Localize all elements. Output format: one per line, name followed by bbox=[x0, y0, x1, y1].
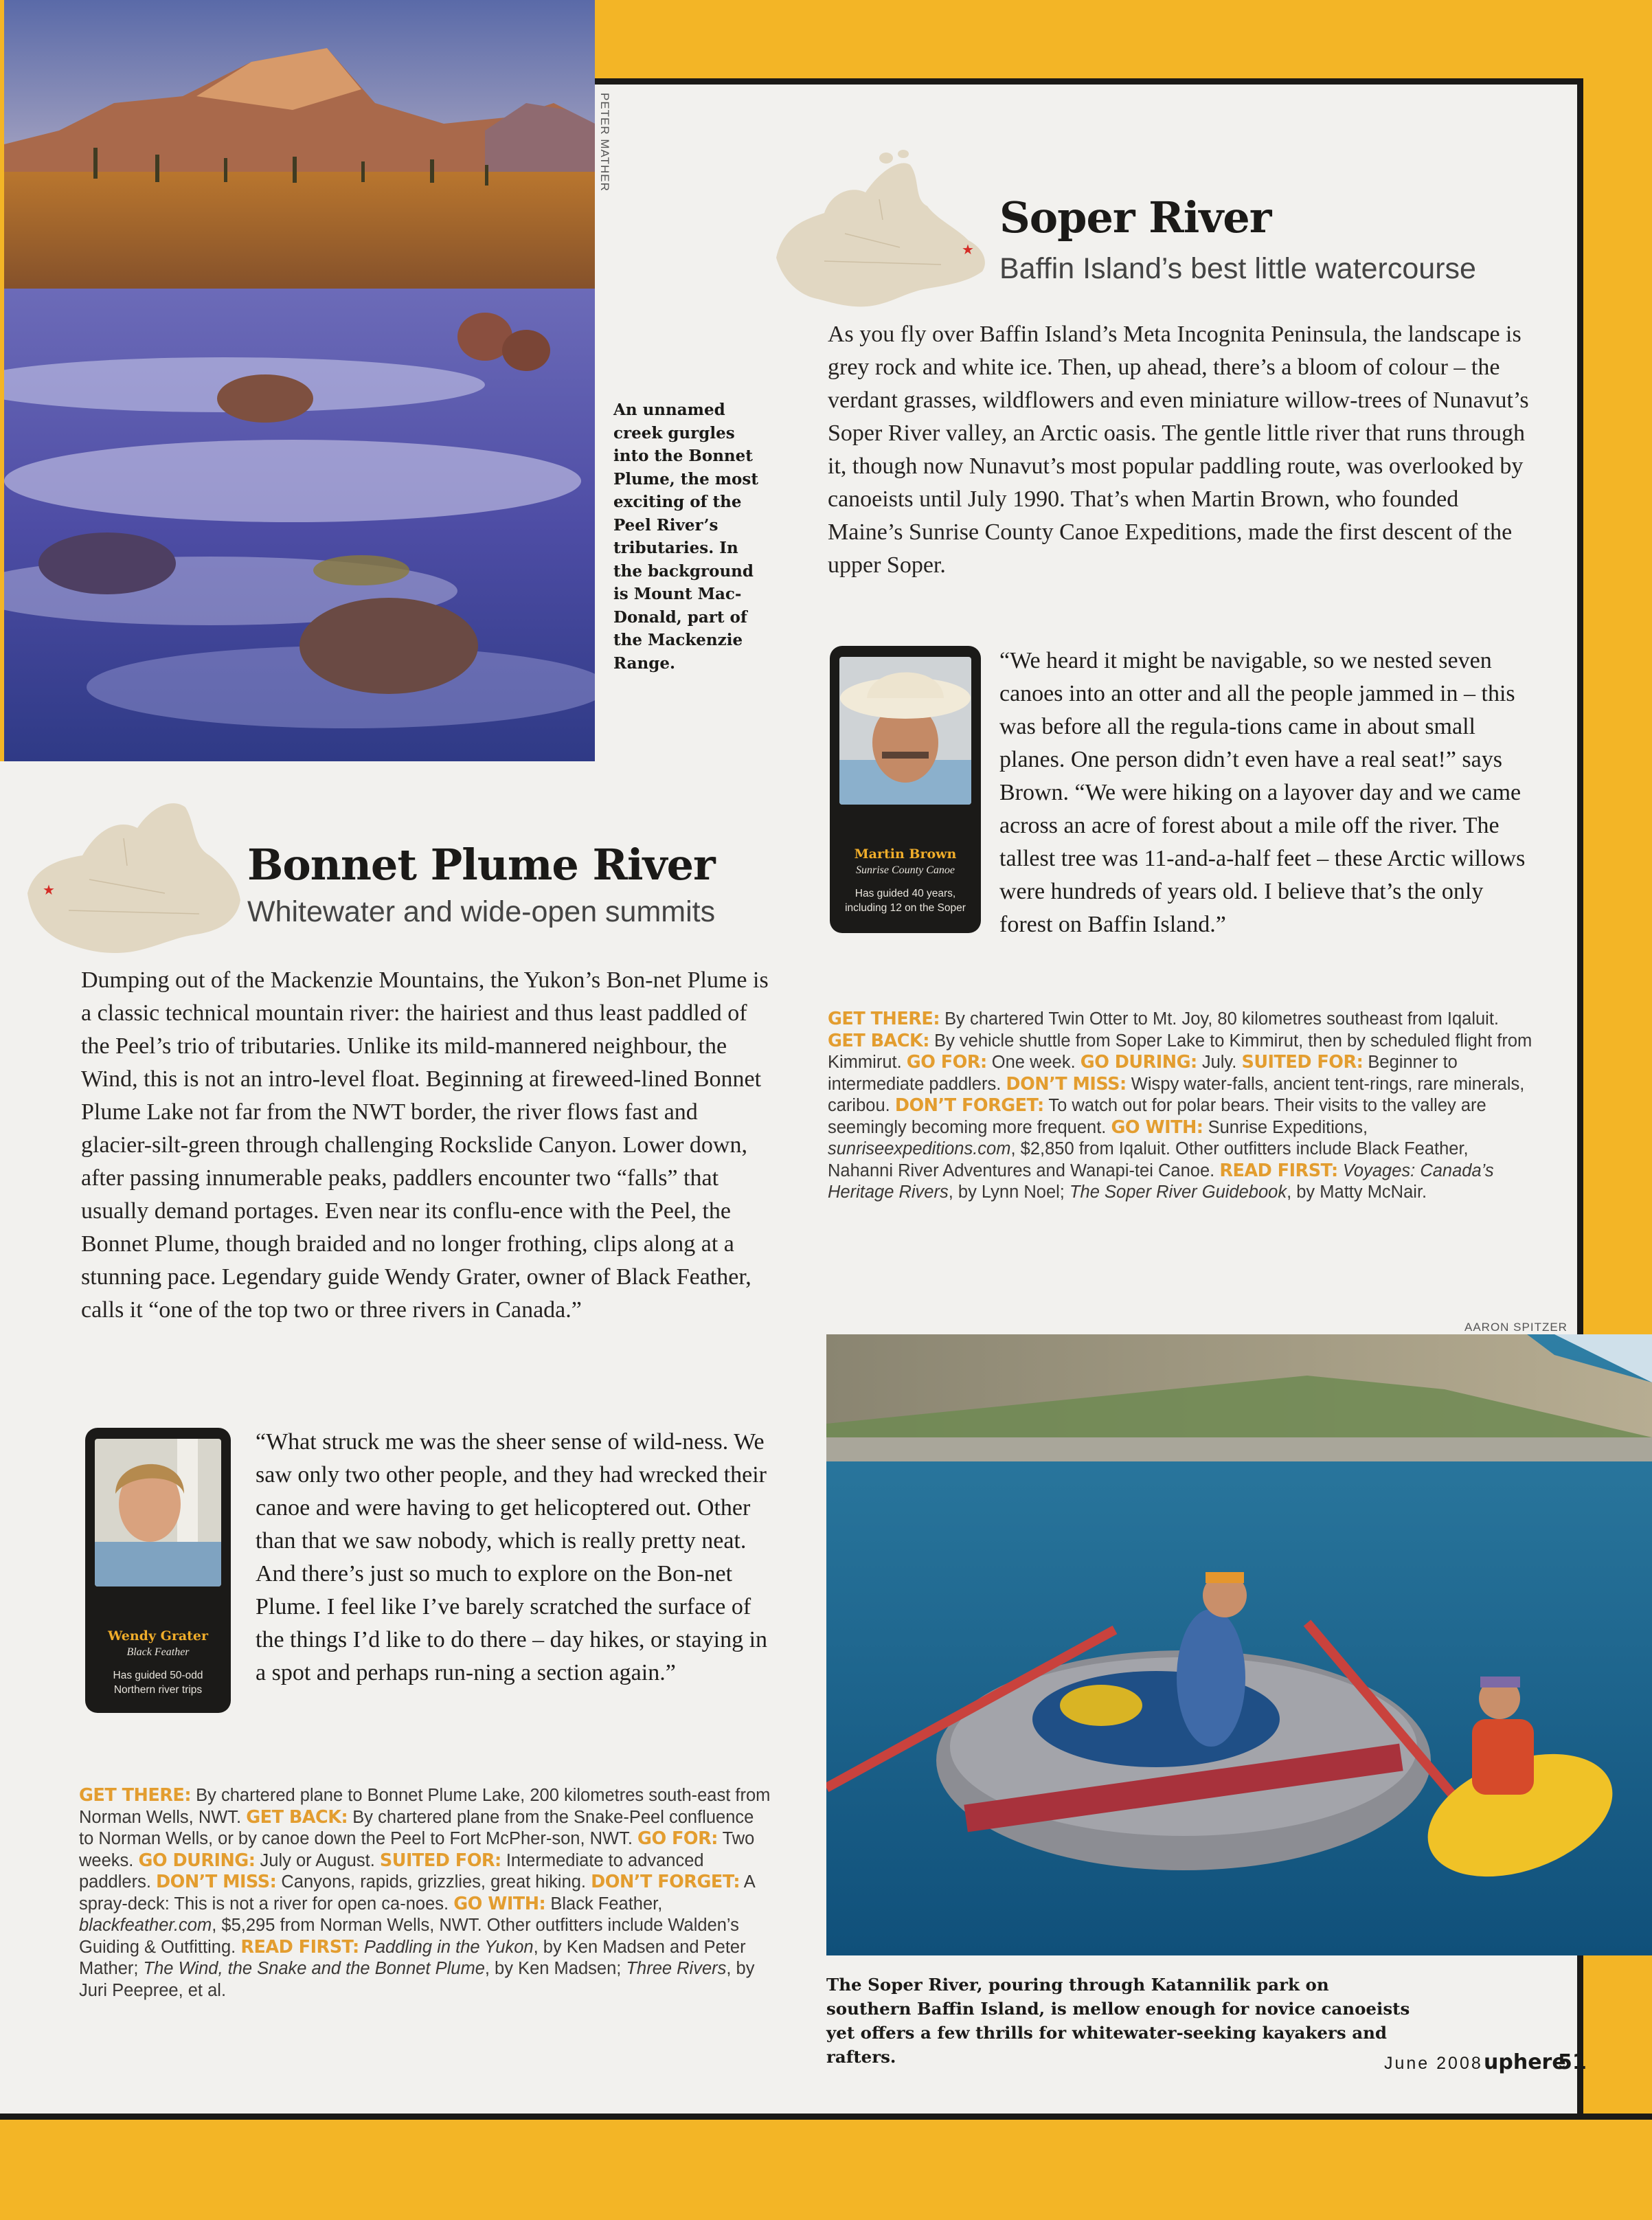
info-value: July. bbox=[1201, 1053, 1237, 1072]
info-value: By chartered plane from the Snake-Peel confluence to Norman Wells, or by canoe down the Peel to Fort McPher-son, NWT. bbox=[79, 1807, 754, 1848]
bonnet-travel-info bbox=[79, 1785, 773, 2002]
guide-card-martin-brown bbox=[830, 646, 981, 933]
info-label: GO DURING: bbox=[1080, 1052, 1197, 1073]
info-value: By chartered Twin Otter to Mt. Joy, 80 kilometres southeast from Iqaluit. bbox=[944, 1009, 1500, 1029]
info-value: , $5,295 from Norman Wells, NWT. Other outfitters include Walden’s Guiding & Outfitting. bbox=[79, 1916, 739, 1957]
wendy-grater-portrait bbox=[95, 1439, 221, 1586]
photo-credit-top: PETER MATHER bbox=[598, 93, 611, 192]
svg-text:★: ★ bbox=[43, 882, 55, 898]
info-label: READ FIRST: bbox=[240, 1936, 359, 1958]
soper-subtitle: Baffin Island’s best little watercourse bbox=[999, 252, 1476, 285]
baffin-location-map bbox=[762, 144, 996, 316]
guide-card-wendy-grater bbox=[85, 1428, 231, 1713]
book-title: Three Rivers bbox=[626, 1959, 727, 1978]
creek-photo-caption: An unnamed creek gurgles into the Bonnet Plume, the most exciting of the Peel River’s tributaries. In the background is Mount Mac-Donald, part of the Mackenzie Range. bbox=[613, 401, 758, 673]
info-label: SUITED FOR: bbox=[379, 1850, 501, 1871]
book-title: The Soper River Guidebook bbox=[1069, 1182, 1287, 1202]
info-value: Sunrise Expeditions, bbox=[1208, 1117, 1368, 1137]
info-value: One week. bbox=[991, 1053, 1076, 1072]
info-label: DON’T FORGET: bbox=[894, 1095, 1044, 1116]
info-label: GO WITH: bbox=[1111, 1117, 1203, 1138]
yukon-location-map bbox=[21, 790, 247, 958]
book-author: , by Lynn Noel; bbox=[948, 1182, 1065, 1202]
info-value: Two weeks. bbox=[79, 1829, 755, 1870]
outfitter-website: blackfeather.com bbox=[79, 1916, 212, 1935]
info-label: DON’T MISS: bbox=[156, 1872, 277, 1892]
raft-photo bbox=[826, 1334, 1652, 1955]
soper-title: Soper River bbox=[999, 192, 1271, 243]
info-label: GET THERE: bbox=[79, 1785, 192, 1806]
bonnet-quote-text: “What struck me was the sheer sense of wild-ness. We saw only two other people, and they had wrecked their canoe and were having to get helicoptered out. Other than that we saw nobody, which is really pretty neat. And there’s just so much to explore on the Bon-net Plume. I feel like I’ve barely scratched the surface of the things I’d like to do there – day hikes, or staying in a spot and perhaps run-ning a section again.” bbox=[256, 1429, 768, 1685]
raft-photo-caption: The Soper River, pouring through Katannilik park on southern Baffin Island, is mellow enough for novice canoeists yet offers a few thrills for whitewater-seeking kayakers and rafters. bbox=[826, 1975, 1410, 2067]
yellow-border-bottom bbox=[0, 2114, 1652, 2220]
info-label: GET BACK: bbox=[828, 1030, 929, 1051]
soper-intro-paragraph: As you fly over Baffin Island’s Meta Incognita Peninsula, the landscape is grey rock and white ice. Then, up ahead, there’s a bloom of colour – the verdant grasses, wildflowers and even miniature willow-trees of Nunavut’s Soper River valley, an Arctic oasis. The gentle little river that runs through it, though now Nunavut’s most popular paddling route, was overlooked by canoeists until July 1990. That’s when Martin Brown, who founded Maine’s Sunrise County Canoe Expeditions, made the first descent of the upper Soper. bbox=[828, 322, 1529, 578]
bonnet-intro-paragraph: Dumping out of the Mackenzie Mountains, the Yukon’s Bon-net Plume is a classic technical mountain river: the hairiest and thus least paddled of the Peel’s trio of tributaries. Unlike its mild-mannered neighbour, the Wind, this is not an intro-level float. Beginning at fireweed-lined Bonnet Plume Lake not far from the NWT border, the river flows fast and glacier-silt-green through challenging Rockslide Canyon. Lower down, after passing innumerable peaks, paddlers encounter two “falls” that usually demand portages. Even near its conflu-ence with the Peel, the Bonnet Plume, though braided and no longer frothing, clips along at a stunning pace. Legendary guide Wendy Grater, owner of Black Feather, calls it “one of the top two or three rivers in Canada.” bbox=[81, 967, 769, 1323]
info-label: GET BACK: bbox=[246, 1806, 348, 1828]
book-title: Paddling in the Yukon bbox=[363, 1937, 534, 1957]
book-author: , by Juri Peepree, et al. bbox=[79, 1959, 755, 2000]
book-title: The Wind, the Snake and the Bonnet Plume bbox=[143, 1959, 485, 1978]
info-label: GO FOR: bbox=[637, 1828, 718, 1849]
info-label: GET THERE: bbox=[828, 1009, 940, 1029]
martin-brown-portrait bbox=[839, 657, 971, 805]
guide-organization: Sunrise County Canoe bbox=[856, 864, 955, 876]
info-value: To watch out for polar bears. Their visits to the valley are seemingly becoming more frequent. bbox=[828, 1096, 1486, 1137]
bonnet-subtitle: Whitewater and wide-open summits bbox=[247, 895, 716, 928]
info-value: By vehicle shuttle from Soper Lake to Kimmirut, then by scheduled flight from Kimmirut. bbox=[828, 1031, 1532, 1072]
magazine-name: uphere bbox=[1484, 2050, 1566, 2074]
creek-photo bbox=[4, 0, 595, 761]
guide-name: Wendy Grater bbox=[107, 1628, 209, 1644]
info-label: READ FIRST: bbox=[1219, 1160, 1338, 1181]
svg-text:★: ★ bbox=[962, 241, 974, 258]
info-value: A spray-deck: This is not a river for open ca-noes. bbox=[79, 1872, 755, 1914]
info-value: Canyons, rapids, grizzlies, great hiking. bbox=[281, 1872, 587, 1892]
soper-quote-text: “We heard it might be navigable, so we nested seven canoes into an otter and all the people jammed in – this was before all the regula-tions came in about small planes. One person didn’t even have a real seat!” says Brown. “We were hiking on a layover day and we came across an acre of forest about a mile off the river. The tallest tree was 11-and-a-half feet – these Arctic willows were hundreds of years old. I believe that’s the only forest on Baffin Island.” bbox=[999, 648, 1526, 937]
info-label: GO DURING: bbox=[138, 1850, 256, 1871]
photo-credit-raft: AARON SPITZER bbox=[1464, 1321, 1568, 1334]
info-value: , $2,850 from Iqaluit. Other outfitters include Black Feather, Nahanni River Adventures and Wanapi-tei Canoe. bbox=[828, 1139, 1469, 1180]
bonnet-title: Bonnet Plume River bbox=[247, 840, 715, 890]
info-value: Black Feather, bbox=[550, 1894, 663, 1914]
issue-date: June 2008 bbox=[1384, 2054, 1483, 2073]
info-label: GO WITH: bbox=[453, 1893, 546, 1914]
info-label: DON’T MISS: bbox=[1006, 1073, 1127, 1095]
info-value: Wispy water-falls, ancient tent-rings, rare minerals, caribou. bbox=[828, 1074, 1525, 1115]
guide-experience: Has guided 50-odd Northern river trips bbox=[113, 1670, 203, 1696]
yellow-border-top bbox=[596, 0, 1652, 82]
info-label: GO FOR: bbox=[906, 1052, 987, 1073]
info-value: Beginner to intermediate paddlers. bbox=[828, 1053, 1458, 1094]
info-value: July or August. bbox=[260, 1850, 375, 1870]
guide-name: Martin Brown bbox=[854, 846, 957, 862]
guide-organization: Black Feather bbox=[126, 1646, 190, 1658]
info-label: SUITED FOR: bbox=[1241, 1052, 1364, 1073]
book-author: , by Ken Madsen; bbox=[484, 1959, 622, 1978]
info-value: By chartered plane to Bonnet Plume Lake, 200 kilometres south-east from Norman Wells, NWT. bbox=[79, 1786, 771, 1827]
page-number: 51 bbox=[1558, 2050, 1587, 2074]
guide-experience: Has guided 40 years, including 12 on the Soper bbox=[845, 888, 966, 914]
book-title: Voyages: Canada’s Heritage Rivers bbox=[828, 1161, 1494, 1202]
outfitter-website: sunriseexpeditions.com bbox=[828, 1139, 1011, 1158]
book-author: , by Matty McNair. bbox=[1287, 1182, 1427, 1202]
soper-travel-info bbox=[828, 1009, 1535, 1204]
book-author: , by Ken Madsen and Peter Mather; bbox=[79, 1937, 746, 1978]
info-label: DON’T FORGET: bbox=[591, 1872, 740, 1892]
info-value: Intermediate to advanced paddlers. bbox=[79, 1850, 704, 1892]
